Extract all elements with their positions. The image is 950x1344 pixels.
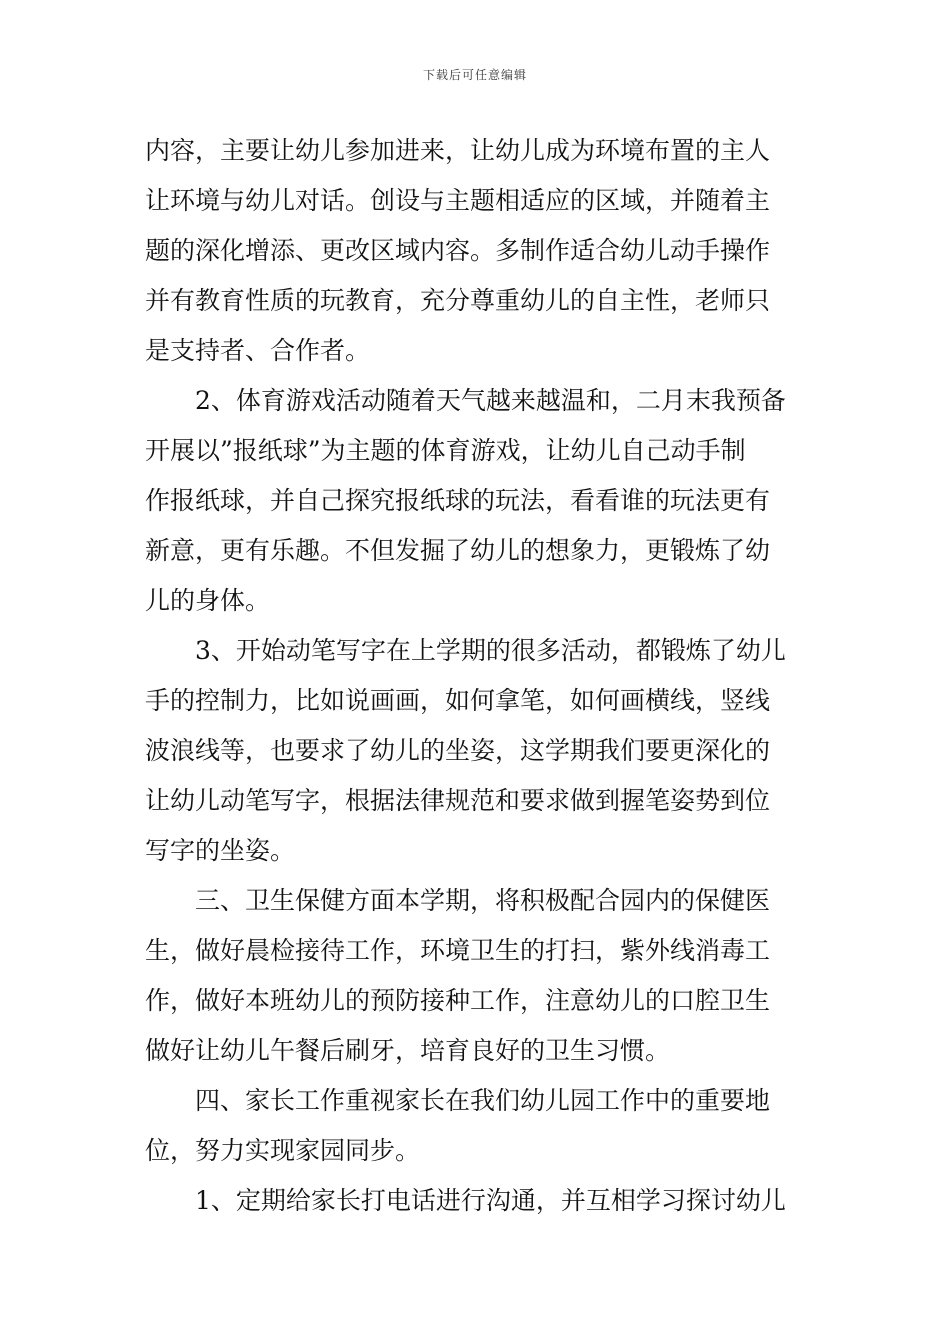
text-line: 让环境与幼儿对话。创设与主题相适应的区域，并随着主	[145, 186, 771, 215]
text-line: 做好让幼儿午餐后刷牙，培育良好的卫生习惯。	[145, 1036, 671, 1065]
text-line: 作报纸球，并自己探究报纸球的玩法，看看谁的玩法更有	[145, 486, 771, 515]
paragraph-start-line: 1、定期给家长打电话进行沟通，并互相学习探讨幼儿	[195, 1186, 786, 1215]
text-line: 让幼儿动笔写字，根据法律规范和要求做到握笔姿势到位	[145, 786, 771, 815]
page-header: 下载后可任意编辑	[422, 68, 527, 82]
text-line: 儿的身体。	[145, 586, 271, 615]
document-body	[145, 126, 807, 1226]
text-line: 位，努力实现家园同步。	[145, 1136, 421, 1165]
text-line: 是支持者、合作者。	[145, 336, 371, 365]
text-line: 作，做好本班幼儿的预防接种工作，注意幼儿的口腔卫生	[145, 986, 771, 1015]
text-line: 题的深化增添、更改区域内容。多制作适合幼儿动手操作	[145, 236, 771, 265]
paragraph-start-line: 四、家长工作重视家长在我们幼儿园工作中的重要地	[195, 1086, 771, 1115]
text-line: 写字的坐姿。	[145, 836, 296, 865]
paragraph-start-line: 2、体育游戏活动随着天气越来越温和，二月末我预备	[195, 386, 786, 415]
text-line: 内容，主要让幼儿参加进来，让幼儿成为环境布置的主人	[145, 136, 771, 165]
text-line: 并有教育性质的玩教育，充分尊重幼儿的自主性，老师只	[145, 286, 771, 315]
paragraph-start-line: 三、卫生保健方面本学期，将积极配合园内的保健医	[195, 886, 771, 915]
text-line: 生，做好晨检接待工作，环境卫生的打扫，紫外线消毒工	[145, 936, 771, 965]
text-line: 波浪线等，也要求了幼儿的坐姿，这学期我们要更深化的	[145, 736, 771, 765]
text-line: 开展以”报纸球”为主题的体育游戏，让幼儿自己动手制	[145, 436, 746, 465]
text-line: 手的控制力，比如说画画，如何拿笔，如何画横线，竖线	[145, 686, 771, 715]
paragraph-start-line: 3、开始动笔写字在上学期的很多活动，都锻炼了幼儿	[195, 636, 786, 665]
text-line: 新意，更有乐趣。不但发掘了幼儿的想象力，更锻炼了幼	[145, 536, 771, 565]
